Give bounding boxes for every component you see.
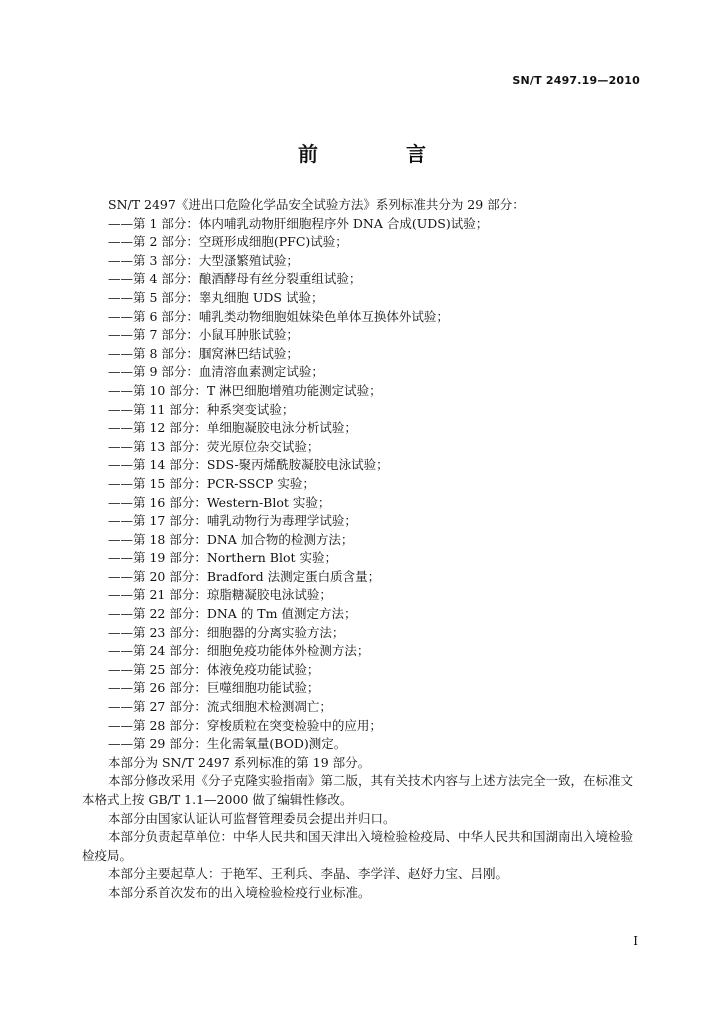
list-item: ——第 1 部分：体内哺乳动物肝细胞程序外 DNA 合成(UDS)试验；	[108, 215, 489, 231]
list-item: ——第 18 部分：DNA 加合物的检测方法；	[108, 531, 354, 547]
list-item: ——第 14 部分：SDS-聚丙烯酰胺凝胶电泳试验；	[108, 457, 389, 473]
list-item: ——第 23 部分：细胞器的分离实验方法；	[108, 624, 345, 640]
list-item: ——第 21 部分：琼脂糖凝胶电泳试验；	[108, 587, 332, 603]
list-item: ——第 26 部分：巨噬细胞功能试验；	[108, 680, 320, 696]
list-item: ——第 5 部分：睾丸细胞 UDS 试验；	[108, 289, 324, 305]
list-item: ——第 29 部分：生化需氧量(BOD)测定。	[108, 736, 347, 752]
page-title: 前 言	[298, 142, 460, 166]
list-item: ——第 17 部分：哺乳动物行为毒理学试验；	[108, 513, 357, 529]
list-item: ——第 16 部分：Western-Blot 实验；	[108, 494, 331, 510]
foreword-body	[82, 196, 642, 903]
list-item: ——第 20 部分：Bradford 法测定蛋白质含量；	[108, 568, 381, 584]
list-item: ——第 7 部分：小鼠耳肿胀试验；	[108, 327, 299, 343]
paragraph-proposer: 本部分由国家认证认可监督管理委员会提出并归口。	[108, 810, 396, 826]
list-item: ——第 3 部分：大型溞繁殖试验；	[108, 252, 299, 268]
list-item: ——第 13 部分：荧光原位杂交试验；	[108, 438, 320, 454]
list-item: ——第 28 部分：穿梭质粒在突变检验中的应用；	[108, 717, 382, 733]
paragraph-drafting-units: 本部分负责起草单位：中华人民共和国天津出入境检验检疫局、中华人民共和国湖南出入境检验检疫局。	[82, 829, 634, 863]
list-item: ——第 2 部分：空斑形成细胞(PFC)试验；	[108, 234, 348, 250]
paragraph-drafters: 本部分主要起草人：于艳军、王利兵、李晶、李学洋、赵妤力宝、吕刚。	[108, 866, 509, 882]
list-item: ——第 15 部分：PCR-SSCP 实验；	[108, 475, 315, 491]
list-item: ——第 10 部分：T 淋巴细胞增殖功能测定试验；	[108, 382, 382, 398]
list-item: ——第 9 部分：血清溶血素测定试验；	[108, 364, 324, 380]
list-item: ——第 19 部分：Northern Blot 实验；	[108, 550, 337, 566]
list-item: ——第 4 部分：酿酒酵母有丝分裂重组试验；	[108, 271, 362, 287]
list-item: ——第 6 部分：哺乳类动物细胞姐妹染色单体互换体外试验；	[108, 308, 449, 324]
intro-line: SN/T 2497《进出口危险化学品安全试验方法》系列标准共分为 29 部分：	[108, 197, 525, 212]
list-item: ——第 12 部分：单细胞凝胶电泳分析试验；	[108, 420, 357, 436]
parts-list	[82, 215, 642, 754]
paragraph-adoption: 本部分修改采用《分子克隆实验指南》第二版，其有关技术内容与上述方法完全一致，在标准文本格式上按 GB/T 1.1—2000 做了编辑性修改。	[82, 773, 634, 807]
page-number: I	[633, 934, 638, 948]
list-item: ——第 22 部分：DNA 的 Tm 值测定方法；	[108, 606, 357, 622]
list-item: ——第 24 部分：细胞免疫功能体外检测方法；	[108, 643, 370, 659]
paragraph-first-release: 本部分系首次发布的出入境检验检疫行业标准。	[108, 884, 371, 900]
list-item: ——第 27 部分：流式细胞术检测凋亡；	[108, 699, 332, 715]
standard-code: SN/T 2497.19—2010	[512, 74, 640, 87]
list-item: ——第 8 部分：腘窝淋巴结试验；	[108, 345, 299, 361]
list-item: ——第 25 部分：体液免疫功能试验；	[108, 661, 320, 677]
paragraph-series-position: 本部分为 SN/T 2497 系列标准的第 19 部分。	[108, 754, 371, 770]
list-item: ——第 11 部分：种系突变试验；	[108, 401, 295, 417]
